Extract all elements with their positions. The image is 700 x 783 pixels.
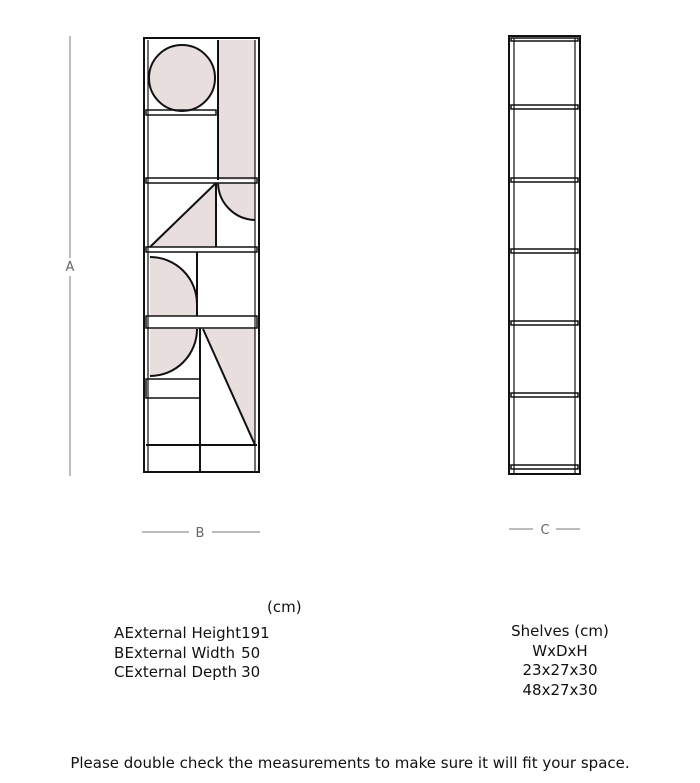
front-elevation xyxy=(144,38,259,472)
depth-label: C xyxy=(540,523,550,538)
measurement-row xyxy=(114,624,270,644)
measurement-name: External Width xyxy=(124,643,236,662)
height-label: A xyxy=(65,260,75,275)
side-elevation xyxy=(509,36,580,474)
height-dimension xyxy=(66,36,75,476)
shelf-size: 23x27x30 xyxy=(522,661,598,679)
shelves-block xyxy=(480,622,640,700)
measurement-name: External Depth xyxy=(124,663,238,681)
measurement-value: 30 xyxy=(241,663,261,681)
width-dimension xyxy=(142,526,260,541)
measurement-value: 50 xyxy=(241,643,261,662)
width-label: B xyxy=(195,526,205,541)
measurements-table xyxy=(114,624,270,683)
measurement-row xyxy=(114,644,270,664)
unit-header: (cm) xyxy=(267,598,302,616)
measurement-value: 191 xyxy=(241,624,270,642)
side-frame xyxy=(509,36,580,474)
shelf-size: 48x27x30 xyxy=(522,680,598,699)
measurement-row xyxy=(114,663,270,683)
measurement-name: External Height xyxy=(124,624,242,642)
decorative-fills xyxy=(149,40,255,445)
measurement-key: A xyxy=(114,624,125,642)
shelves-title: Shelves (cm) xyxy=(511,622,609,640)
shelves-format: WxDxH xyxy=(532,641,588,660)
depth-dimension xyxy=(509,523,580,538)
measurement-key: C xyxy=(114,663,125,681)
footer-note: Please double check the measurements to make sure it will fit your space. xyxy=(70,754,630,772)
measurement-key: B xyxy=(114,643,125,662)
